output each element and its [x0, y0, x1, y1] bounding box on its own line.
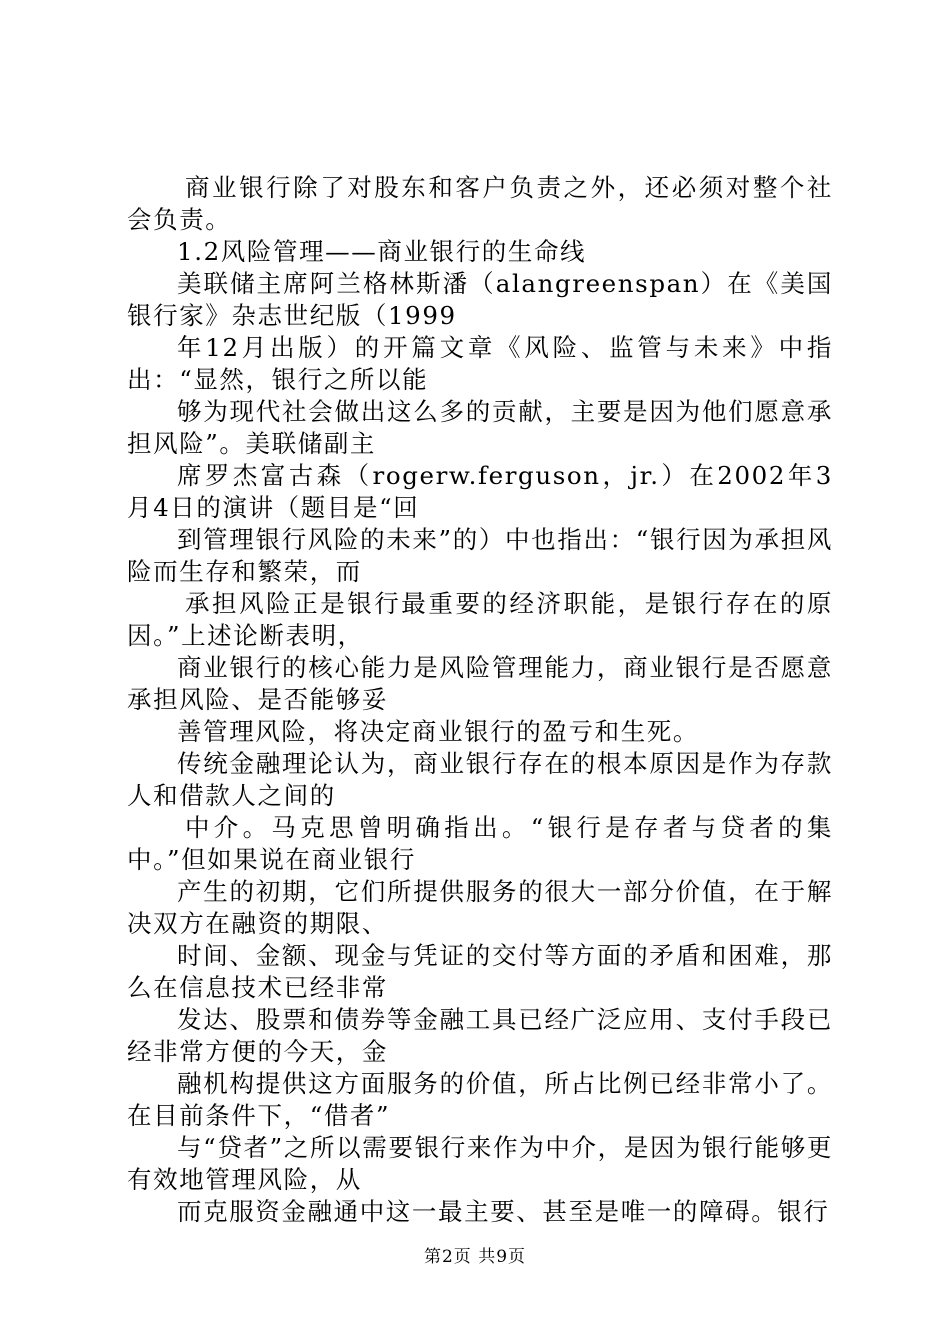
paragraph: 时间、金额、现金与凭证的交付等方面的矛盾和困难，那么在信息技术已经非常: [127, 941, 833, 1002]
paragraph: 与“贷者”之所以需要银行来作为中介，是因为银行能够更有效地管理风险，从: [127, 1133, 833, 1194]
paragraph: 够为现代社会做出这么多的贡献，主要是因为他们愿意承担风险”。美联储副主: [127, 397, 833, 458]
paragraph: 传统金融理论认为，商业银行存在的根本原因是作为存款人和借款人之间的: [127, 749, 833, 810]
paragraph: 发达、股票和债券等金融工具已经广泛应用、支付手段已经非常方便的今天，金: [127, 1005, 833, 1066]
paragraph: 承担风险正是银行最重要的经济职能，是银行存在的原因。”上述论断表明，: [127, 589, 833, 650]
paragraph: 中介。马克思曾明确指出。“银行是存者与贷者的集中。”但如果说在商业银行: [127, 813, 833, 874]
section-heading: 1.2风险管理——商业银行的生命线: [177, 237, 587, 266]
document-body: [127, 172, 833, 1228]
paragraph: 年12月出版）的开篇文章《风险、监管与未来》中指出：“显然，银行之所以能: [127, 333, 833, 394]
paragraph: 善管理风险，将决定商业银行的盈亏和生死。: [177, 717, 699, 746]
paragraph: 产生的初期，它们所提供服务的很大一部分价值，在于解决双方在融资的期限、: [127, 877, 833, 938]
paragraph: 而克服资金融通中这一最主要、甚至是唯一的障碍。银行: [177, 1197, 830, 1226]
paragraph: 到管理银行风险的未来”的）中也指出：“银行因为承担风险而生存和繁荣，而: [127, 525, 833, 586]
paragraph: 融机构提供这方面服务的价值，所占比例已经非常小了。在目前条件下，“借者”: [127, 1069, 833, 1130]
paragraph: 席罗杰富古森（rogerw.ferguson，jr.）在2002年3月4日的演讲（题目是“回: [127, 461, 833, 522]
paragraph: 商业银行的核心能力是风险管理能力，商业银行是否愿意承担风险、是否能够妥: [127, 653, 833, 714]
page-number-footer: 第2页 共9页: [423, 1247, 527, 1267]
paragraph: 商业银行除了对股东和客户负责之外，还必须对整个社会负责。: [127, 173, 833, 234]
paragraph: 美联储主席阿兰格林斯潘（alangreenspan）在《美国银行家》杂志世纪版（1999: [127, 269, 833, 330]
